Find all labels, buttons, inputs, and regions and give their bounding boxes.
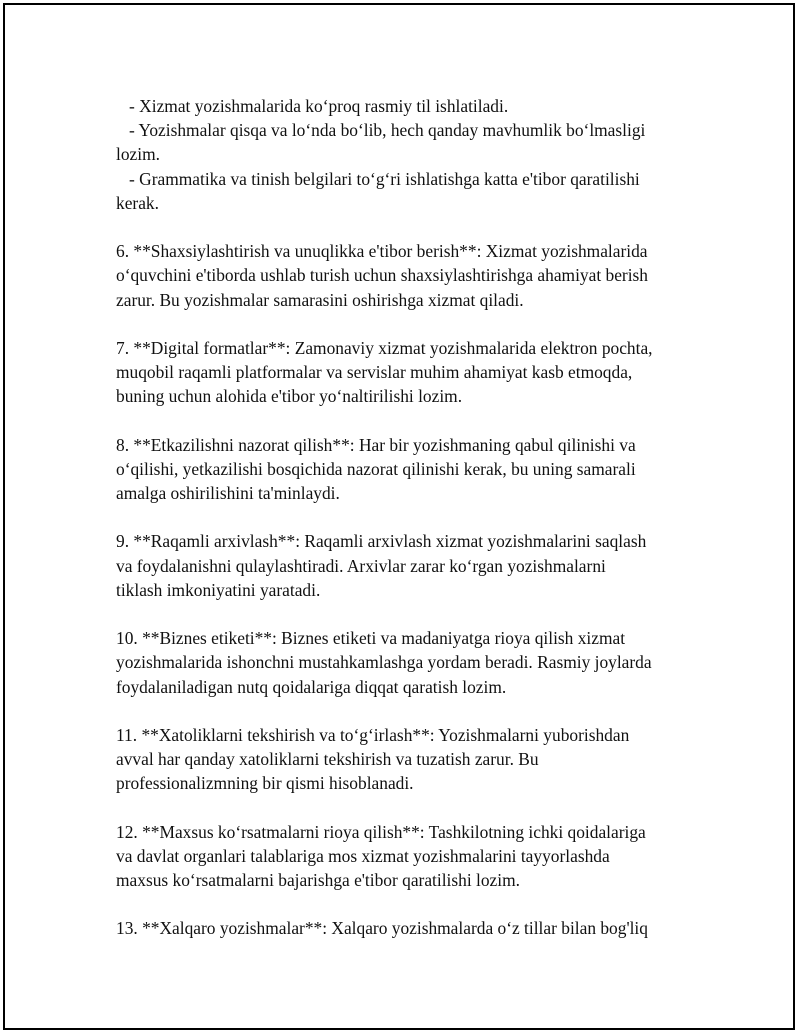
text-line: - Grammatika va tinish belgilari to‘g‘ri ishlatishga katta e'tibor qaratilishi (116, 168, 640, 189)
text-line: muqobil raqamli platformalar va servislar muhim ahamiyat kasb etmoqda, (116, 362, 633, 383)
text-line: 9. **Raqamli arxivlash**: Raqamli arxivlash xizmat yozishmalarini saqlash (116, 531, 647, 552)
paragraph-gap (116, 892, 706, 916)
text-line: 10. **Biznes etiketi**: Biznes etiketi va madaniyatga rioya qilish xizmat (116, 628, 626, 649)
paragraph-gap (116, 795, 706, 819)
text-line: 7. **Digital formatlar**: Zamonaviy xizmat yozishmalarida elektron pochta, (116, 337, 653, 358)
list-item-8 (116, 433, 706, 506)
text-line: buning uchun alohida e'tibor yo‘naltirilishi lozim. (116, 386, 463, 407)
text-line: kerak. (116, 192, 159, 213)
text-line: o‘qilishi, yetkazilishi bosqichida nazorat qilinishi kerak, bu uning samarali (116, 458, 636, 479)
text-line: 11. **Xatoliklarni tekshirish va to‘g‘irlash**: Yozishmalarni yuborishdan (116, 724, 630, 745)
text-line: foydalaniladigan nutq qoidalariga diqqat qaratish lozim. (116, 676, 507, 697)
paragraph-gap (116, 408, 706, 432)
list-item-10 (116, 626, 706, 699)
text-line: lozim. (116, 144, 160, 165)
text-line: avval har qanday xatoliklarni tekshirish va tuzatish zarur. Bu (116, 749, 539, 770)
text-line: 12. **Maxsus ko‘rsatmalarni rioya qilish**: Tashkilotning ichki qoidalariga (116, 821, 646, 842)
list-item-7 (116, 336, 706, 409)
text-line: maxsus ko‘rsatmalarni bajarishga e'tibor qaratilishi lozim. (116, 870, 520, 890)
text-line: o‘quvchini e'tiborda ushlab turish uchun shaxsiylashtirishga ahamiyat berish (116, 265, 648, 286)
document-body (116, 94, 706, 941)
text-line: yozishmalarida ishonchni mustahkamlashga yordam beradi. Rasmiy joylarda (116, 652, 652, 673)
text-line: 13. **Xalqaro yozishmalar**: Xalqaro yozishmalarda o‘z tillar bilan bog'liq (116, 918, 648, 939)
text-line: 8. **Etkazilishni nazorat qilish**: Har bir yozishmaning qabul qilinishi va (116, 434, 636, 455)
text-line: zarur. Bu yozishmalar samarasini oshirishga xizmat qiladi. (116, 289, 524, 310)
text-line: tiklash imkoniyatini yaratadi. (116, 579, 321, 600)
list-item-12 (116, 820, 706, 893)
paragraph-gap (116, 312, 706, 336)
list-item-6 (116, 239, 706, 312)
text-line: va foydalanishni qulaylashtiradi. Arxivlar zarar ko‘rgan yozishmalarni (116, 555, 606, 576)
text-line: amalga oshirilishini ta'minlaydi. (116, 483, 340, 503)
text-line: 6. **Shaxsiylashtirish va unuqlikka e'tibor berish**: Xizmat yozishmalarida (116, 241, 648, 262)
text-line: professionalizmning bir qismi hisoblanadi. (116, 773, 414, 794)
intro-bullets (116, 94, 706, 215)
paragraph-gap (116, 699, 706, 723)
text-line: - Yozishmalar qisqa va lo‘nda bo‘lib, hech qanday mavhumlik bo‘lmasligi (116, 120, 646, 141)
list-item-11 (116, 723, 706, 796)
paragraph-gap (116, 602, 706, 626)
paragraph-gap (116, 215, 706, 239)
list-item-9 (116, 529, 706, 602)
text-line: - Xizmat yozishmalarida ko‘proq rasmiy til ishlatiladi. (116, 96, 509, 116)
list-item-13 (116, 916, 706, 940)
paragraph-gap (116, 505, 706, 529)
text-line: va davlat organlari talablariga mos xizmat yozishmalarini tayyorlashda (116, 845, 610, 866)
